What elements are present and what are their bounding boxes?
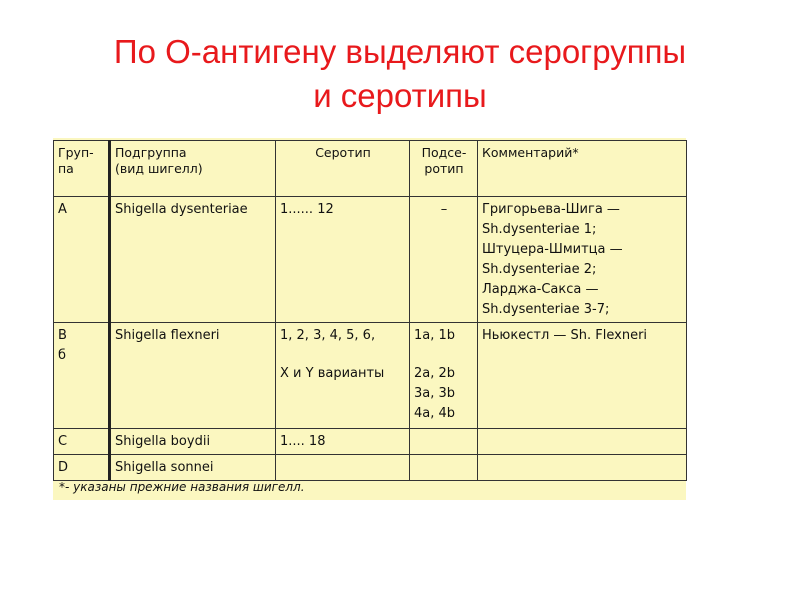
subserotype-line-1: 1a, 1b	[414, 328, 456, 343]
header-subgroup: Подгруппа (вид шигелл)	[110, 141, 276, 197]
cell-subgroup: Shigella dysenteriae	[110, 197, 276, 323]
cell-subgroup: Shigella sonnei	[110, 455, 276, 481]
cell-subserotype: –	[410, 197, 478, 323]
slide-title-line-1: По О-антигену выделяют серогруппы	[113, 33, 687, 70]
cell-serotype: 1...... 12	[276, 197, 410, 323]
header-serotype: Серотип	[276, 141, 410, 197]
header-comment: Комментарий*	[478, 141, 687, 197]
serotype-line-2: X и Y варианты	[280, 366, 385, 381]
cell-serotype: 1.... 18	[276, 429, 410, 455]
cell-group: А	[54, 197, 110, 323]
serotype-line-1: 1, 2, 3, 4, 5, 6,	[280, 328, 376, 343]
table-row	[54, 323, 687, 429]
cell-subserotype	[410, 429, 478, 455]
cell-serotype	[276, 323, 410, 429]
cell-comment: Ньюкестл — Sh. Flexneri	[478, 323, 687, 429]
cell-subgroup: Shigella boydii	[110, 429, 276, 455]
slide-title	[0, 30, 800, 118]
cell-group: В б	[54, 323, 110, 429]
subserotype-line-2: 2a, 2b 3a, 3b 4a, 4b	[414, 366, 456, 421]
shigella-classification-table	[53, 138, 686, 500]
cell-comment	[478, 429, 687, 455]
cell-serotype	[276, 455, 410, 481]
table-row	[54, 429, 687, 455]
header-subserotype: Подсе- ротип	[410, 141, 478, 197]
cell-subgroup: Shigella flexneri	[110, 323, 276, 429]
cell-subserotype	[410, 323, 478, 429]
table-footnote: *- указаны прежние названия шигелл.	[59, 480, 305, 494]
table-row	[54, 455, 687, 481]
cell-group: С	[54, 429, 110, 455]
cell-comment: Григорьева-Шига — Sh.dysenteriae 1; Штуцера-Шмитца — Sh.dysenteriae 2; Ларджа-Сакса — Sh.dysenteriae 3-7;	[478, 197, 687, 323]
slide-title-line-2: и серотипы	[313, 77, 487, 114]
cell-subserotype	[410, 455, 478, 481]
cell-comment	[478, 455, 687, 481]
table-grid	[53, 140, 687, 481]
cell-group: D	[54, 455, 110, 481]
table-row	[54, 197, 687, 323]
header-group: Груп- па	[54, 141, 110, 197]
table-header-row	[54, 141, 687, 197]
